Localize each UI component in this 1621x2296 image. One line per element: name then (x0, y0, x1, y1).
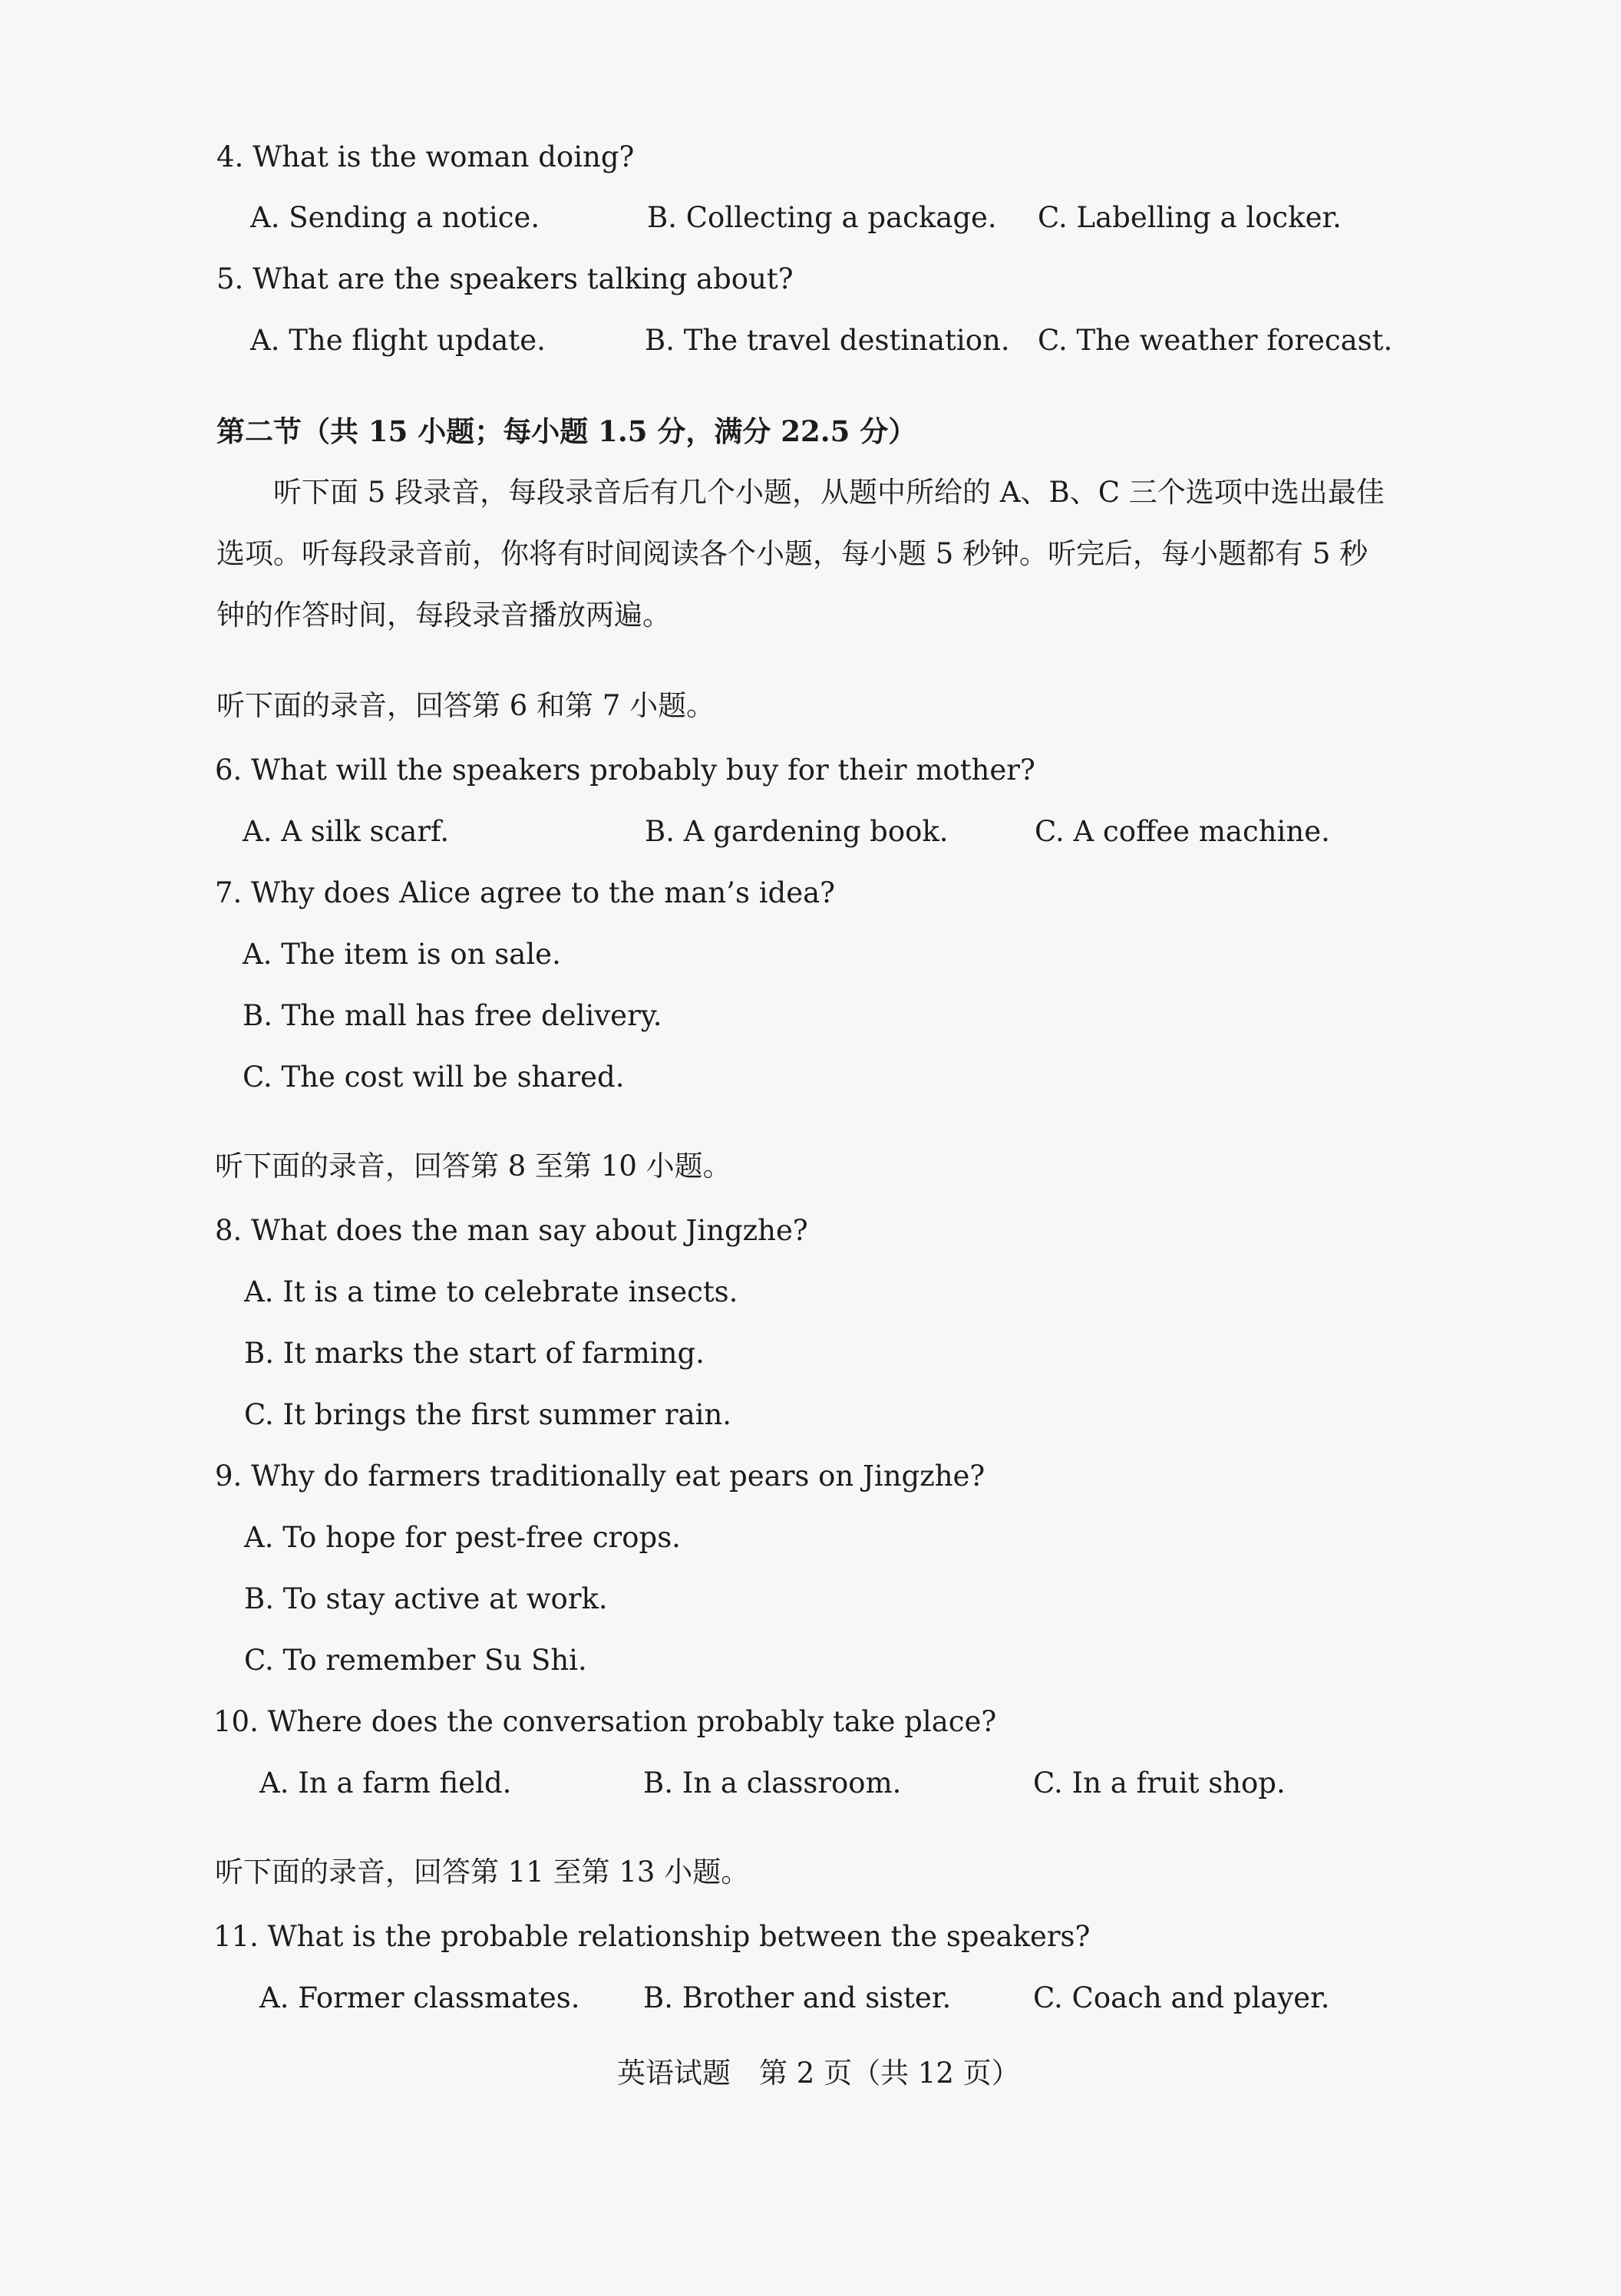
question-10-option-c: C. In a fruit shop. (1033, 1767, 1286, 1800)
listening-group-2-label: 听下面的录音，回答第 8 至第 10 小题。 (215, 1150, 731, 1183)
section-2-heading: 第二节（共 15 小题；每小题 1.5 分，满分 22.5 分） (216, 414, 917, 448)
question-7-option-b: B. The mall has free delivery. (243, 999, 662, 1032)
question-5-option-b: B. The travel destination. (645, 324, 1010, 357)
question-9-option-c: C. To remember Su Shi. (244, 1644, 587, 1677)
section-2-instructions-line-3: 钟的作答时间，每段录音播放两遍。 (216, 599, 671, 632)
question-4-option-b: B. Collecting a package. (647, 201, 997, 234)
question-9-stem: 9. Why do farmers traditionally eat pears on Jingzhe? (215, 1460, 985, 1493)
question-11-stem: 11. What is the probable relationship between the speakers? (213, 1920, 1091, 1953)
question-6-option-c: C. A coffee machine. (1035, 815, 1330, 848)
question-11-option-a: A. Former classmates. (259, 1981, 580, 2014)
page-footer: 英语试题 第 2 页（共 12 页） (617, 2057, 1020, 2090)
question-5-option-c: C. The weather forecast. (1038, 324, 1393, 357)
question-9-option-b: B. To stay active at work. (244, 1582, 608, 1615)
section-2-instructions-line-2: 选项。听每段录音前，你将有时间阅读各个小题，每小题 5 秒钟。听完后，每小题都有 5 秒 (216, 537, 1368, 570)
question-8-option-a: A. It is a time to celebrate insects. (244, 1275, 738, 1308)
question-7-stem: 7. Why does Alice agree to the man’s idea? (215, 876, 836, 909)
question-5-option-a: A. The flight update. (250, 324, 546, 357)
question-11-option-c: C. Coach and player. (1033, 1981, 1330, 2014)
listening-group-3-label: 听下面的录音，回答第 11 至第 13 小题。 (215, 1856, 750, 1889)
question-7-option-a: A. The item is on sale. (243, 938, 561, 971)
question-4-option-c: C. Labelling a locker. (1038, 201, 1342, 234)
question-4-stem: 4. What is the woman doing? (216, 140, 635, 173)
question-6-option-a: A. A silk scarf. (243, 815, 450, 848)
question-10-stem: 10. Where does the conversation probably take place? (213, 1705, 997, 1738)
question-10-option-b: B. In a classroom. (643, 1767, 902, 1800)
question-9-option-a: A. To hope for pest-free crops. (244, 1521, 681, 1554)
question-11-option-b: B. Brother and sister. (643, 1981, 952, 2014)
question-8-stem: 8. What does the man say about Jingzhe? (215, 1214, 808, 1247)
question-6-stem: 6. What will the speakers probably buy for their mother? (215, 754, 1035, 787)
question-4-option-a: A. Sending a notice. (250, 201, 540, 234)
section-2-instructions-line-1: 听下面 5 段录音，每段录音后有几个小题，从题中所给的 A、B、C 三个选项中选出最佳 (273, 476, 1385, 509)
question-10-option-a: A. In a farm field. (259, 1767, 512, 1800)
listening-group-1-label: 听下面的录音，回答第 6 和第 7 小题。 (216, 689, 715, 722)
question-8-option-c: C. It brings the first summer rain. (244, 1398, 732, 1431)
question-7-option-c: C. The cost will be shared. (243, 1061, 625, 1094)
question-5-stem: 5. What are the speakers talking about? (216, 262, 794, 295)
question-8-option-b: B. It marks the start of farming. (244, 1337, 705, 1370)
question-6-option-b: B. A gardening book. (645, 815, 949, 848)
